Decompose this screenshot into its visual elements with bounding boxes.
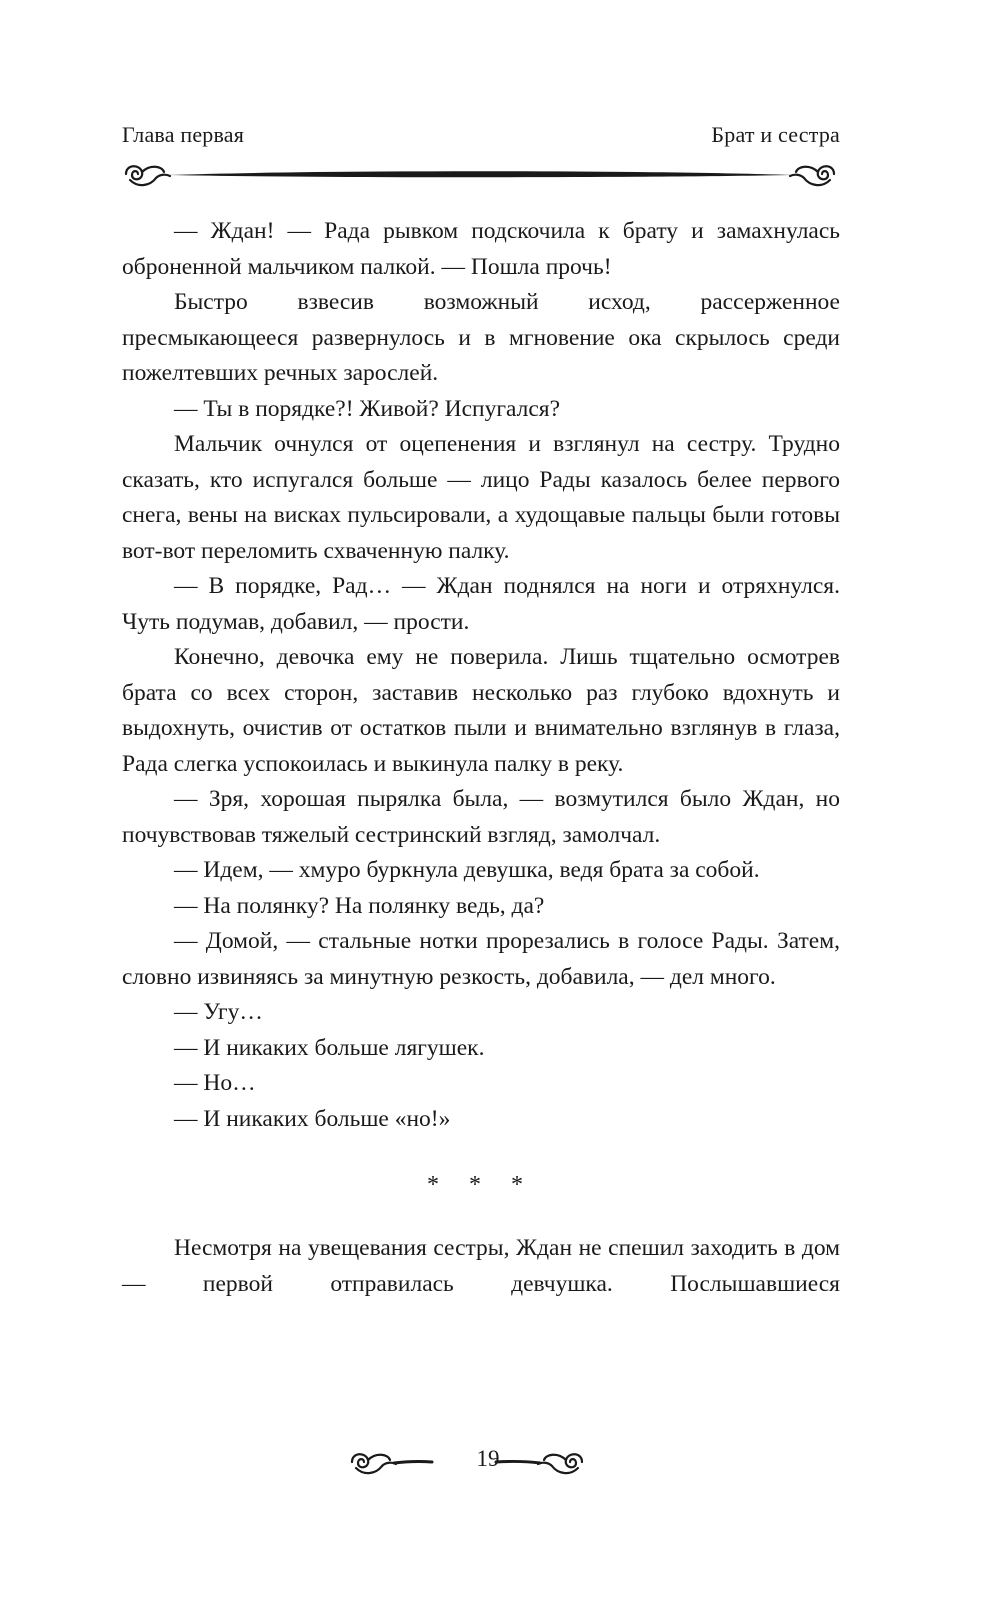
paragraph: — Но… xyxy=(174,1070,256,1096)
folio xyxy=(0,1440,1000,1480)
paragraph: Конечно, девочка ему не поверила. Лишь тщательно осмотрев брата со всех сторон, заставив несколько раз глубоко вдохнуть и выдохнуть, очистив от остатков пыли и внимательно взглянув в глаза, Рада слегка успокоилась и выкинула палку в реку. xyxy=(122,644,840,777)
page-number: 19 xyxy=(476,1446,500,1471)
flourish-rule-icon xyxy=(120,158,840,190)
paragraph: — Зря, хорошая пырялка была, — возмутился было Ждан, но почувствовав тяжелый сестринский взгляд, замолчал. xyxy=(122,786,840,848)
paragraph: Быстро взвесив возможный исход, рассерженное пресмыкающееся развернулось и в мгновение ока скрылось среди пожелтевших речных зарослей. xyxy=(122,289,840,386)
main-text xyxy=(122,214,840,1302)
paragraph: Мальчик очнулся от оцепенения и взглянул на сестру. Трудно сказать, кто испугался больше — лицо Рады казалось белее первого снега, вены на висках пульсировали, а худощавые пальцы были готовы вот-вот переломить схваченную палку. xyxy=(122,431,840,564)
paragraph: — Ждан! — Рада рывком подскочила к брату и замахнулась оброненной мальчиком палкой. — Пошла прочь! xyxy=(122,218,840,280)
paragraph: — Идем, — хмуро буркнула девушка, ведя брата за собой. xyxy=(174,857,760,883)
paragraph: — И никаких больше лягушек. xyxy=(174,1034,485,1061)
flourish-left-icon xyxy=(352,1454,432,1473)
running-head xyxy=(122,122,840,154)
chapter-title: Глава первая xyxy=(122,122,245,147)
paragraph: — Домой, — стальные нотки прорезались в голосе Рады. Затем, словно извиняясь за минутную резкость, добавила, — дел много. xyxy=(122,928,840,990)
paragraph: — Ты в порядке?! Живой? Испугался? xyxy=(174,395,561,422)
paragraph: — На полянку? На полянку ведь, да? xyxy=(174,892,545,919)
section-title: Брат и сестра xyxy=(711,122,840,147)
paragraph: — В порядке, Рад… — Ждан поднялся на ноги и отряхнулся. Чуть подумав, добавил, — прости. xyxy=(122,573,840,635)
paragraph-continuation: Несмотря на увещевания сестры, Ждан не спешил заходить в дом — первой отправилась девчушка. Послышавшиеся xyxy=(122,1235,840,1297)
scene-break: * * * xyxy=(427,1172,535,1198)
paragraph: — Угу… xyxy=(174,999,263,1025)
paragraph: — И никаких больше «но!» xyxy=(174,1105,451,1132)
